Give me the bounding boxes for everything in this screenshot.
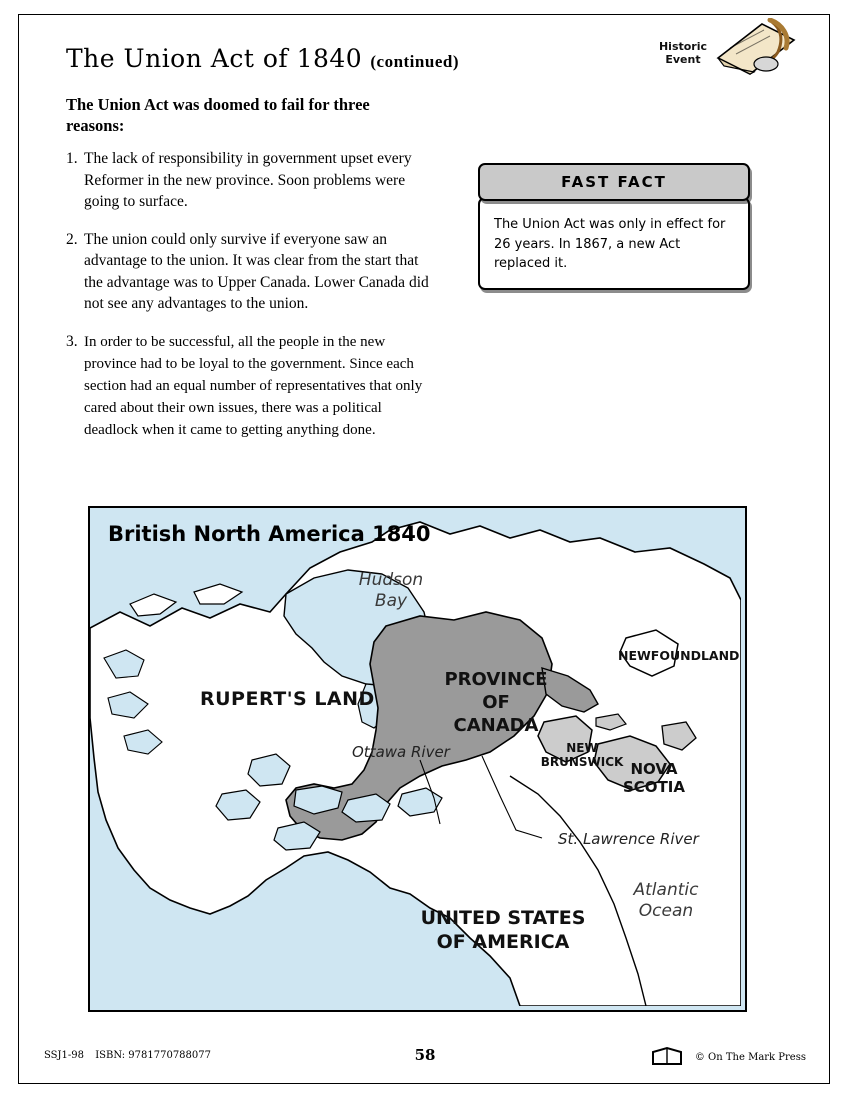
- list-item: [66, 148, 436, 213]
- page-title-main: The Union Act of 1840: [66, 44, 363, 73]
- map-label-ottawa-river: Ottawa River: [352, 743, 450, 761]
- historic-event-badge-label: [646, 40, 720, 66]
- page-number: 58: [414, 1046, 436, 1064]
- map-title: British North America 1840: [108, 522, 431, 546]
- page-title: [66, 44, 459, 73]
- map-label-nova-scotia: NOVA SCOTIA: [623, 760, 685, 796]
- footer-right: [651, 1046, 806, 1068]
- page-title-continued: (continued): [370, 52, 459, 71]
- list-item: [66, 229, 436, 315]
- historic-event-badge: [640, 18, 800, 80]
- fast-fact-text: The Union Act was only in effect for 26 years. In 1867, a new Act replaced it.: [478, 197, 750, 290]
- list-item-number: 2.: [66, 230, 78, 248]
- fast-fact-heading: FAST FACT: [478, 163, 750, 201]
- list-item: [66, 331, 436, 441]
- map-label-united-states: UNITED STATES OF AMERICA: [420, 907, 586, 953]
- lead-paragraph: The Union Act was doomed to fail for three reasons:: [66, 95, 370, 135]
- list-item-text: In order to be successful, all the people in the new province had to be loyal to the government. Since each section had an equal number of representatives that only cared about their own issues, there was a political deadlock when it came to getting anything done.: [84, 333, 423, 438]
- map-figure: [88, 506, 747, 1012]
- map-label-newfoundland: NEWFOUNDLAND: [618, 648, 740, 663]
- footer-isbn: ISBN: 9781770788077: [95, 1050, 211, 1061]
- map-label-hudson-bay: Hudson Bay: [358, 570, 424, 611]
- list-item-number: 3.: [66, 332, 78, 350]
- scroll-and-quill-icon: [710, 18, 800, 80]
- book-icon: [651, 1046, 685, 1068]
- reasons-list: [66, 148, 436, 457]
- badge-line-2: Event: [665, 53, 701, 66]
- map-label-atlantic-ocean: Atlantic Ocean: [633, 880, 699, 921]
- list-item-text: The lack of responsibility in government upset every Reformer in the new province. Soon problems were going to surface.: [84, 150, 412, 210]
- fast-fact-box: [478, 163, 750, 290]
- badge-line-1: Historic: [658, 40, 708, 53]
- map-label-st-lawrence-river: St. Lawrence River: [558, 830, 699, 848]
- map-label-ruperts-land: RUPERT'S LAND: [200, 688, 375, 710]
- list-item-number: 1.: [66, 150, 78, 167]
- footer-code: SSJ1-98: [44, 1050, 84, 1061]
- map-label-new-brunswick: NEW BRUNSWICK: [540, 741, 624, 769]
- list-item-text: The union could only survive if everyone saw an advantage to the union. It was clear from the start that the advantage was to Upper Canada. Lower Canada did not see any advantages to the union.: [84, 230, 429, 312]
- map-label-province-of-canada: PROVINCE OF CANADA: [444, 669, 548, 736]
- footer-copyright: © On The Mark Press: [694, 1051, 806, 1063]
